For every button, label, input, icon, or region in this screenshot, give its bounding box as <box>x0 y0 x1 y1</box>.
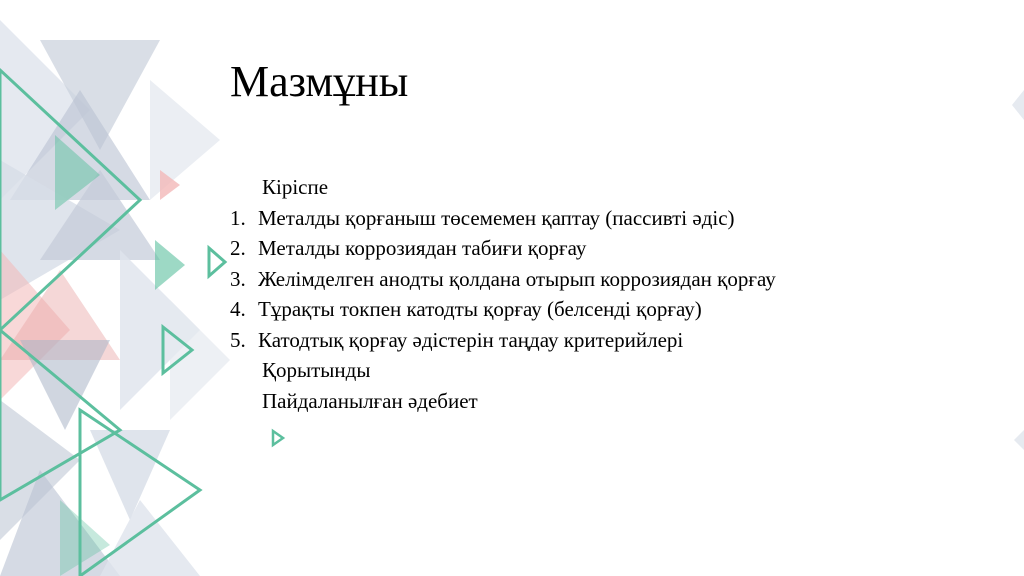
toc-item-text: Желімделген анодты қолдана отырып коррозиядан қорғау <box>258 266 776 291</box>
toc-item-intro <box>230 172 776 203</box>
slide-title: Мазмұны <box>230 57 409 106</box>
toc-item-text: Кіріспе <box>262 175 329 199</box>
toc-item-3 <box>230 264 776 295</box>
toc-item-text: Катодтық қорғау әдістерін таңдау критерийлері <box>258 327 684 352</box>
toc-item-2 <box>230 233 776 264</box>
toc-item-text: Металды қорғаныш төсемемен қаптау (пассивті әдіс) <box>258 205 735 230</box>
toc-item-text: Металды коррозиядан табиғи қорғау <box>258 236 587 260</box>
toc-item-1 <box>230 203 776 234</box>
toc-item-conclusion <box>230 355 776 386</box>
toc-item-number: 1. <box>230 205 246 230</box>
toc-item-number: 4. <box>230 297 246 321</box>
toc-item-5 <box>230 325 776 356</box>
toc-item-number: 2. <box>230 236 246 260</box>
toc-item-text: Тұрақты токпен катодты қорғау (белсенді қорғау) <box>258 297 702 321</box>
toc-item-number: 5. <box>230 327 246 352</box>
table-of-contents <box>230 172 776 416</box>
toc-item-4 <box>230 294 776 325</box>
toc-item-text: Қорытынды <box>262 358 371 382</box>
toc-item-references <box>230 386 776 417</box>
toc-item-number: 3. <box>230 266 246 291</box>
toc-item-text: Пайдаланылған әдебиет <box>262 388 478 413</box>
